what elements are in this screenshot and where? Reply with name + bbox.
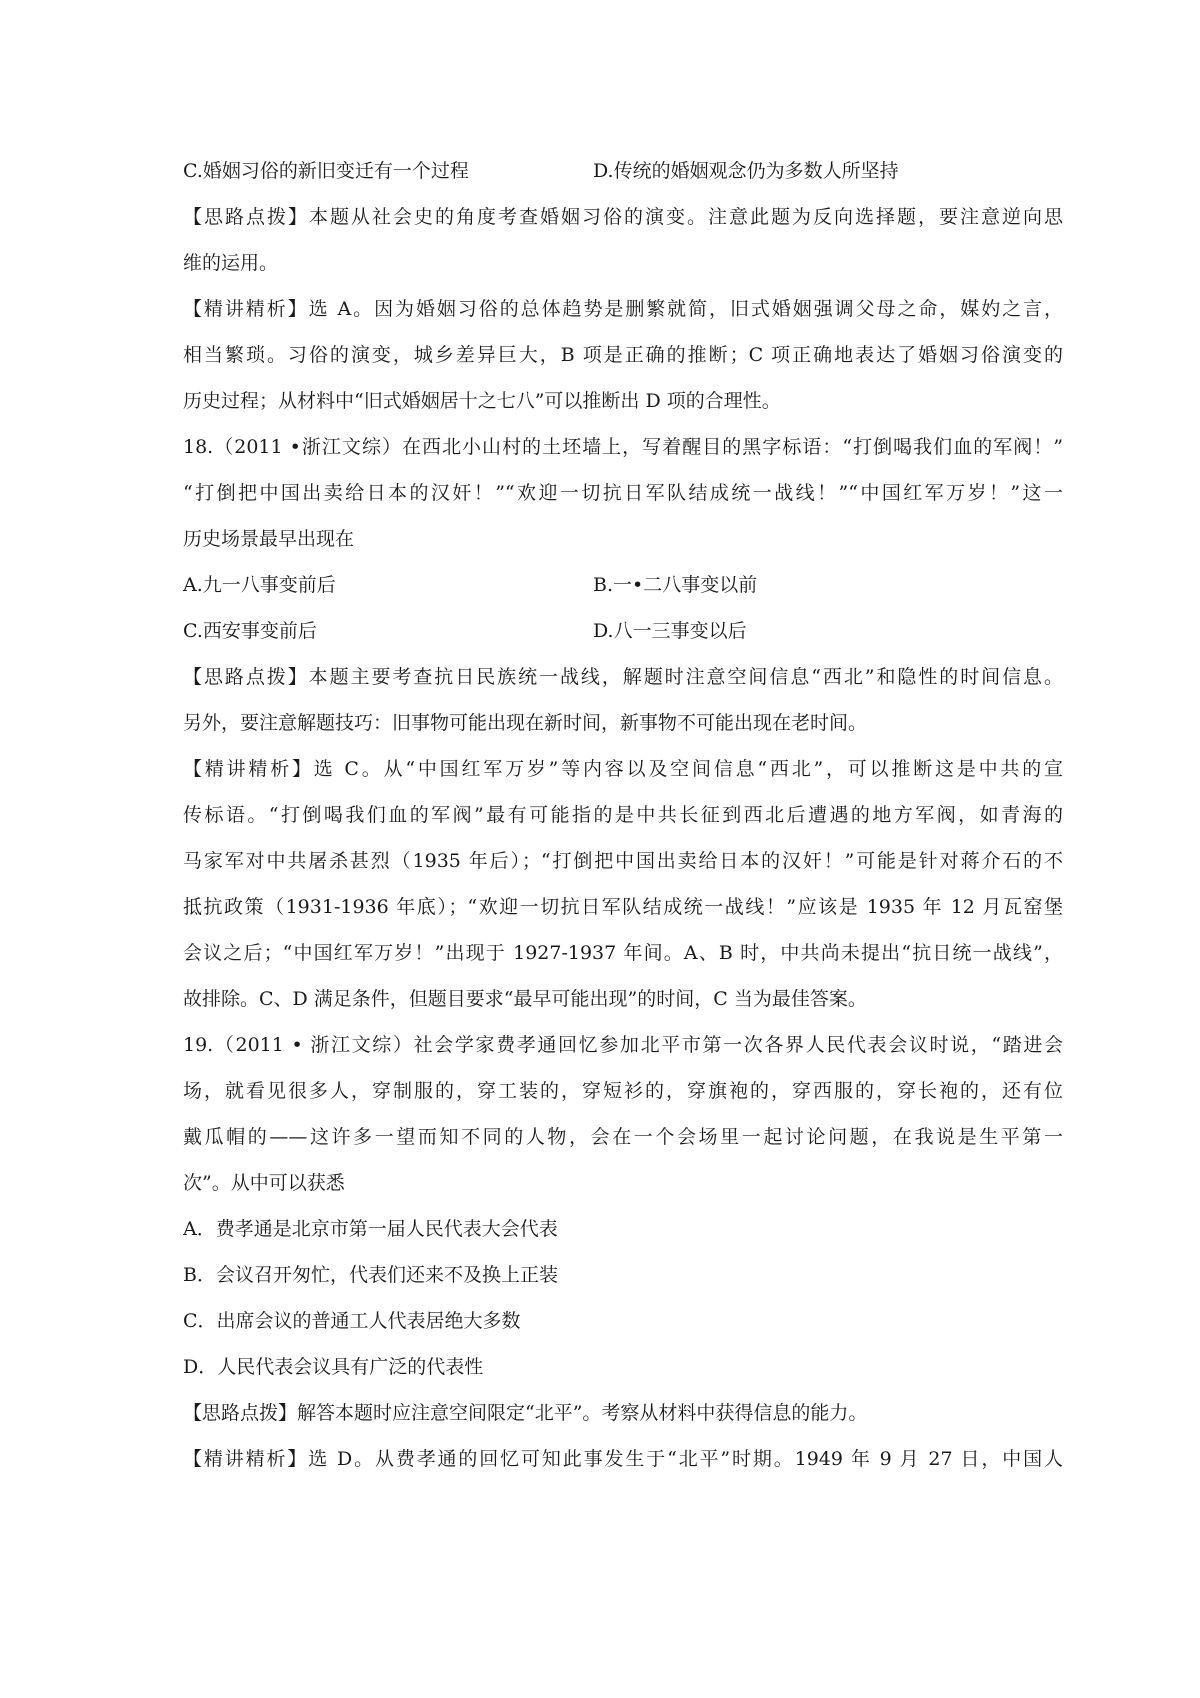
q18-option-d: D.八一三事变以后 bbox=[593, 620, 747, 642]
q19-option-c: C．出席会议的普通工人代表居绝大多数 bbox=[183, 1310, 521, 1332]
q19-stem-line: 19.（2011 • 浙江文综）社会学家费孝通回忆参加北平市第一次各界人民代表会议时说，“踏进会 bbox=[183, 1034, 1063, 1056]
q18-option-a: A.九一八事变前后 bbox=[183, 574, 336, 596]
q19-hint-line: 【思路点拨】解答本题时应注意空间限定“北平”。考察从材料中获得信息的能力。 bbox=[183, 1402, 868, 1424]
q19-option-a: A．费孝通是北京市第一届人民代表大会代表 bbox=[183, 1218, 558, 1240]
q18-stem-line: “打倒把中国出卖给日本的汉奸！”“欢迎一切抗日军队结成统一战线！”“中国红军万岁！”这一 bbox=[183, 482, 1063, 504]
q18-analysis-line: 【精讲精析】选 C。从“中国红军万岁”等内容以及空间信息“西北”，可以推断这是中共的宣 bbox=[183, 758, 1063, 780]
q17-analysis-line: 历史过程；从材料中“旧式婚姻居十之七八”可以推断出 D 项的合理性。 bbox=[183, 390, 781, 412]
q18-option-b: B.一•二八事变以前 bbox=[593, 574, 758, 596]
q17-hint-line: 【思路点拨】本题从社会史的角度考查婚姻习俗的演变。注意此题为反向选择题，要注意逆向思 bbox=[183, 206, 1063, 228]
document-page bbox=[183, 148, 1063, 1482]
q18-analysis-line: 马家军对中共屠杀甚烈（1935 年后）；“打倒把中国出卖给日本的汉奸！”可能是针对蒋介石的不 bbox=[183, 850, 1063, 872]
q19-option-b: B．会议召开匆忙，代表们还来不及换上正装 bbox=[183, 1264, 558, 1286]
q17-analysis-line: 相当繁琐。习俗的演变，城乡差异巨大，B 项是正确的推断；C 项正确地表达了婚姻习俗演变的 bbox=[183, 344, 1063, 366]
q18-stem-line: 18.（2011 •浙江文综）在西北小山村的土坯墙上，写着醒目的黑字标语：“打倒喝我们血的军阀！” bbox=[183, 436, 1063, 458]
q19-stem-line: 戴瓜帽的——这许多一望而知不同的人物，会在一个会场里一起讨论问题，在我说是生平第一 bbox=[183, 1126, 1063, 1148]
q18-hint-line: 另外，要注意解题技巧：旧事物可能出现在新时间，新事物不可能出现在老时间。 bbox=[183, 712, 868, 734]
q17-hint-line: 维的运用。 bbox=[183, 252, 279, 274]
q18-option-c: C.西安事变前后 bbox=[183, 620, 317, 642]
q17-option-c: C.婚姻习俗的新旧变迁有一个过程 bbox=[183, 160, 469, 182]
q18-options-ab bbox=[183, 562, 1063, 608]
q18-analysis-line: 故排除。C、D 满足条件，但题目要求“最早可能出现”的时间，C 当为最佳答案。 bbox=[183, 988, 867, 1010]
q19-option-d: D．人民代表会议具有广泛的代表性 bbox=[183, 1356, 484, 1378]
q18-stem-line: 历史场景最早出现在 bbox=[183, 528, 355, 550]
q18-analysis-line: 传标语。“打倒喝我们血的军阀”最有可能指的是中共长征到西北后遭遇的地方军阀，如青海的 bbox=[183, 804, 1063, 826]
q19-stem-line: 次”。从中可以获悉 bbox=[183, 1172, 345, 1194]
q19-analysis-line: 【精讲精析】选 D。从费孝通的回忆可知此事发生于“北平”时期。1949 年 9 月 27 日，中国人 bbox=[183, 1448, 1063, 1470]
q17-analysis-line: 【精讲精析】选 A。因为婚姻习俗的总体趋势是删繁就简，旧式婚姻强调父母之命，媒妁之言， bbox=[183, 298, 1063, 320]
q18-analysis-line: 抵抗政策（1931-1936 年底）；“欢迎一切抗日军队结成统一战线！”应该是 1935 年 12 月瓦窑堡 bbox=[183, 896, 1063, 918]
q17-option-d: D.传统的婚姻观念仍为多数人所坚持 bbox=[593, 160, 899, 182]
q18-options-cd bbox=[183, 608, 1063, 654]
q19-stem-line: 场，就看见很多人，穿制服的，穿工装的，穿短衫的，穿旗袍的，穿西服的，穿长袍的，还有位 bbox=[183, 1080, 1063, 1102]
q17-options-cd bbox=[183, 148, 1063, 194]
q18-hint-line: 【思路点拨】本题主要考查抗日民族统一战线，解题时注意空间信息“西北”和隐性的时间信息。 bbox=[183, 666, 1063, 688]
q18-analysis-line: 会议之后；“中国红军万岁！”出现于 1927-1937 年间。A、B 时，中共尚未提出“抗日统一战线”， bbox=[183, 942, 1063, 964]
